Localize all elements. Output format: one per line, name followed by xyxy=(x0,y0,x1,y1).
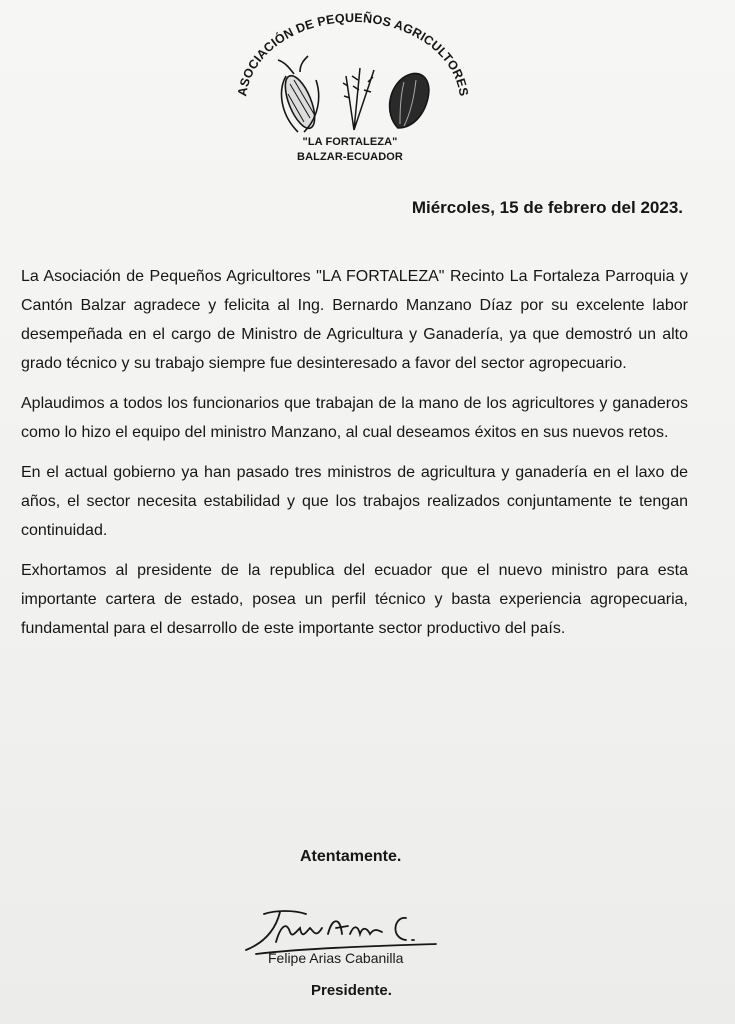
wheat-icon xyxy=(343,68,374,130)
signer-name: Felipe Arias Cabanilla xyxy=(268,950,404,966)
paragraph-1: La Asociación de Pequeños Agricultores "LA FORTALEZA" Recinto La Fortaleza Parroquia y Cantón Balzar agradece y felicita al Ing. Bernardo Manzano Díaz por su excelente labor desempeñada en el cargo de Ministro de Agricultura y Ganadería, ya que demostró un alto grado técnico y su trabajo siempre fue desinteresado a favor del sector agropecuario. xyxy=(21,268,688,372)
closing-salutation: Atentamente. xyxy=(300,848,402,865)
logo-arc-text: ASOCIACIÓN DE PEQUEÑOS AGRICULTORES xyxy=(235,10,471,98)
cacao-pod-icon xyxy=(390,73,429,128)
letter-date: Miércoles, 15 de febrero del 2023. xyxy=(411,198,683,217)
paragraph-2: Aplaudimos a todos los funcionarios que trabajan de la mano de los agricultores y ganaderos como lo hizo el equipo del ministro Manzano, al cual deseamos éxitos en sus nuevos retos. xyxy=(21,395,688,441)
corn-icon xyxy=(278,56,321,132)
signer-role: Presidente. xyxy=(311,982,392,999)
org-name: "LA FORTALEZA" xyxy=(302,136,398,148)
org-location: BALZAR-ECUADOR xyxy=(297,151,403,163)
paragraph-4: Exhortamos al presidente de la republica del ecuador que el nuevo ministro para esta importante cartera de estado, posea un perfil técnico y basta experiencia agropecuaria, fundamental para el desarrollo de este importante sector productivo del país. xyxy=(21,562,688,637)
paragraph-3: En el actual gobierno ya han pasado tres ministros de agricultura y ganadería en el laxo de años, el sector necesita estabilidad y que los trabajos realizados conjuntamente te tengan continuidad. xyxy=(21,464,688,539)
letter-body xyxy=(21,262,688,654)
